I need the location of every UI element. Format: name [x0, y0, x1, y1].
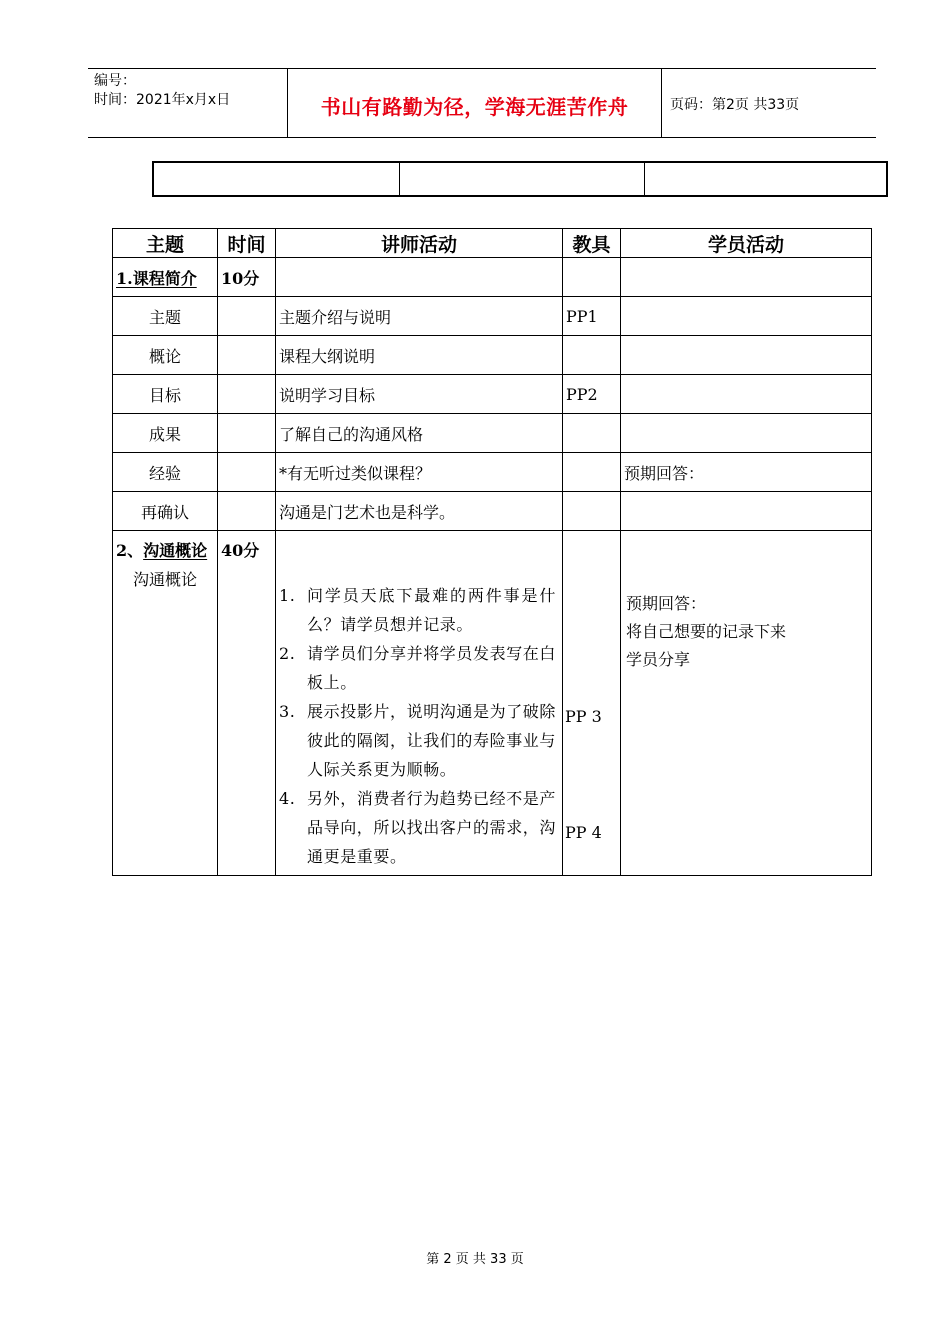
- row-tool: PP1: [563, 297, 621, 336]
- tool-stack: [563, 537, 620, 873]
- step-text: 请学员们分享并将学员发表写在白板上。: [307, 644, 557, 692]
- row-topic: 主题: [113, 297, 218, 336]
- column-header-time: 时间: [218, 229, 276, 258]
- table-cell: [563, 258, 621, 297]
- row-student: [621, 414, 872, 453]
- section-heading-row: [113, 258, 872, 297]
- section-topic: [113, 531, 218, 876]
- step-number: 1.: [279, 586, 296, 605]
- row-student: [621, 297, 872, 336]
- row-topic: 成果: [113, 414, 218, 453]
- table-row: [113, 453, 872, 492]
- row-tool: PP2: [563, 375, 621, 414]
- tools-cell: [563, 531, 621, 876]
- column-header-tools: 教具: [563, 229, 621, 258]
- student-activity-lines: [621, 590, 871, 674]
- row-activity: 主题介绍与说明: [276, 297, 563, 336]
- row-activity: 了解自己的沟通风格: [276, 414, 563, 453]
- list-item: [276, 784, 556, 871]
- row-student: [621, 375, 872, 414]
- empty-table-row: [152, 161, 888, 197]
- student-line: 预期回答：: [626, 594, 707, 613]
- row-tool: [563, 414, 621, 453]
- section-time: [218, 531, 276, 876]
- table-cell: [621, 258, 872, 297]
- table-row: [113, 492, 872, 531]
- section-title: 1.课程简介: [116, 268, 197, 288]
- instructor-steps-cell: [276, 531, 563, 876]
- header-motto: 书山有路勤为径，学海无涯苦作舟: [320, 95, 629, 119]
- column-header-topic: 主题: [113, 229, 218, 258]
- student-line: 将自己想要的记录下来: [626, 622, 787, 641]
- tool-label: PP 4: [565, 823, 602, 842]
- section-title-text: 沟通概论: [143, 541, 208, 560]
- row-time: [218, 414, 276, 453]
- row-time: [218, 492, 276, 531]
- row-tool: [563, 453, 621, 492]
- table-row: [113, 297, 872, 336]
- row-time: [218, 453, 276, 492]
- header-divider: [661, 69, 662, 137]
- row-student: [621, 336, 872, 375]
- table-header-row: [113, 229, 872, 258]
- section-title: [113, 537, 217, 565]
- instructor-steps: [276, 581, 556, 871]
- row-time: [218, 336, 276, 375]
- column-header-instructor-activity: 讲师活动: [276, 229, 563, 258]
- table-row: [113, 375, 872, 414]
- step-text: 另外，消费者行为趋势已经不是产品导向，所以找出客户的需求，沟通更是重要。: [307, 789, 557, 866]
- header-meta: [94, 72, 230, 110]
- page-footer: 第 2 页 共 33 页: [426, 1252, 524, 1267]
- row-topic: 经验: [113, 453, 218, 492]
- row-student: 预期回答：: [621, 453, 872, 492]
- table-row: [113, 414, 872, 453]
- row-tool: [563, 336, 621, 375]
- student-line: 学员分享: [626, 650, 691, 669]
- row-time: [218, 375, 276, 414]
- section-topic: [113, 258, 218, 297]
- list-item: [276, 639, 556, 697]
- step-number: 3.: [279, 702, 296, 721]
- step-text: 展示投影片，说明沟通是为了破除彼此的隔阂，让我们的寿险事业与人际关系更为顺畅。: [307, 702, 557, 779]
- row-activity: 沟通是门艺术也是科学。: [276, 492, 563, 531]
- step-number: 4.: [279, 789, 296, 808]
- date-line: 时间：2021年x月x日: [94, 92, 231, 108]
- column-header-student-activity: 学员活动: [621, 229, 872, 258]
- section-time: 10分: [218, 258, 276, 297]
- serial-label: 编号：: [94, 73, 136, 89]
- section-two-row: [113, 531, 872, 876]
- row-topic: 目标: [113, 375, 218, 414]
- list-item: [276, 697, 556, 784]
- page-header: [88, 68, 876, 138]
- row-activity: 说明学习目标: [276, 375, 563, 414]
- row-activity: *有无听过类似课程？: [276, 453, 563, 492]
- header-page-info: 页码：第2页 共33页: [670, 97, 800, 113]
- sub-topic: 沟通概论: [132, 570, 197, 589]
- step-number: 2.: [279, 644, 296, 663]
- row-topic: 概论: [113, 336, 218, 375]
- lesson-plan-table: [112, 228, 872, 876]
- row-student: [621, 492, 872, 531]
- cell-divider: [644, 163, 645, 195]
- row-topic: 再确认: [113, 492, 218, 531]
- step-text: 问学员天底下最难的两件事是什么？请学员想并记录。: [307, 586, 556, 634]
- student-activity-cell: [621, 531, 872, 876]
- row-activity: 课程大纲说明: [276, 336, 563, 375]
- table-row: [113, 336, 872, 375]
- tool-label: PP 3: [565, 707, 602, 726]
- section-time-value: 40分: [221, 541, 260, 560]
- section-number: 2、: [116, 541, 144, 560]
- list-item: [276, 581, 556, 639]
- row-time: [218, 297, 276, 336]
- cell-divider: [399, 163, 400, 195]
- row-tool: [563, 492, 621, 531]
- table-cell: [276, 258, 563, 297]
